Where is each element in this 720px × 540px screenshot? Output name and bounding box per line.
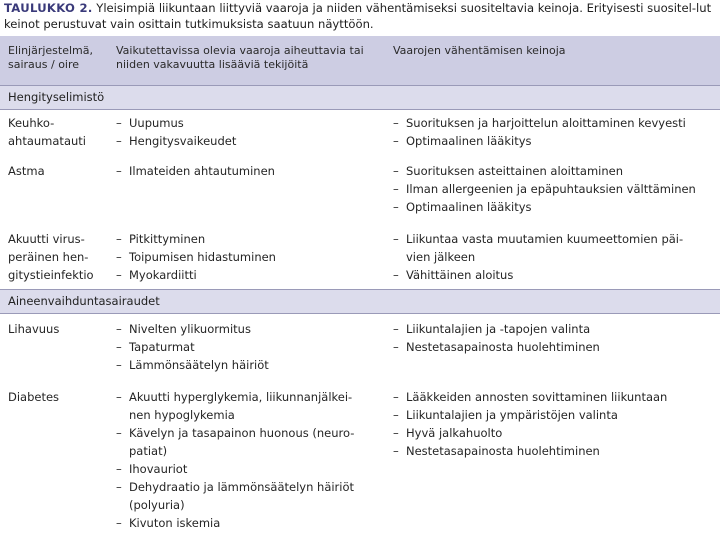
- list-item: – Nestetasapainosta huolehtiminen: [393, 442, 715, 460]
- row-condition: Lihavuus: [8, 322, 60, 336]
- table-caption: [4, 0, 720, 32]
- risk-table: [0, 36, 720, 540]
- list-item: – Ilmateiden ahtautuminen: [116, 162, 376, 180]
- section-respiratory: [0, 85, 720, 110]
- header-measures: Vaarojen vähentämisen keinoja: [393, 44, 566, 57]
- row-risks: [116, 388, 371, 532]
- list-item: – Akuutti hyperglykemia, liikunnanjälkei-nen hypoglykemia: [116, 388, 371, 424]
- list-item: – Lämmönsäätelyn häiriöt: [116, 356, 376, 374]
- row-measures: [393, 162, 715, 216]
- row-measures: [393, 388, 715, 460]
- list-item: – Tapaturmat: [116, 338, 376, 356]
- row-condition: Keuhko-ahtaumatauti: [8, 116, 86, 148]
- list-item: – Uupumus: [116, 114, 376, 132]
- list-item: – Suorituksen ja harjoittelun aloittaminen kevyesti: [393, 114, 715, 132]
- caption-text: Yleisimpiä liikuntaan liittyviä vaaroja ja niiden vähentämiseksi suositeltavia keinoja. Erityisesti suositel-lut keinot perustuvat vain osittain tutkimuksista saatuun näyttöön.: [4, 1, 712, 31]
- row-risks: [116, 114, 376, 150]
- list-item: – Vähittäinen aloitus: [393, 266, 698, 284]
- row-risks: [116, 230, 376, 284]
- row-condition: Astma: [8, 164, 45, 178]
- table-header: [0, 36, 720, 86]
- row-measures: [393, 320, 715, 356]
- header-risks: Vaikutettavissa olevia vaaroja aiheuttavia tai niiden vakavuutta lisääviä tekijöitä: [116, 44, 364, 71]
- list-item: – Dehydraatio ja lämmönsäätelyn häiriöt (polyuria): [116, 478, 371, 514]
- caption-label: TAULUKKO 2.: [4, 1, 93, 15]
- list-item: – Liikuntalajien ja -tapojen valinta: [393, 320, 715, 338]
- list-item: – Kävelyn ja tasapainon huonous (neuro-patiat): [116, 424, 371, 460]
- list-item: – Nivelten ylikuormitus: [116, 320, 376, 338]
- list-item: – Toipumisen hidastuminen: [116, 248, 376, 266]
- list-item: – Hyvä jalkahuolto: [393, 424, 715, 442]
- list-item: – Optimaalinen lääkitys: [393, 132, 715, 150]
- row-condition: Diabetes: [8, 390, 60, 404]
- list-item: – Pitkittyminen: [116, 230, 376, 248]
- list-item: – Nestetasapainosta huolehtiminen: [393, 338, 715, 356]
- row-risks: [116, 320, 376, 374]
- section-title: Aineenvaihduntasairaudet: [8, 294, 160, 308]
- list-item: – Kivuton iskemia: [116, 514, 371, 532]
- list-item: – Ilman allergeenien ja epäpuhtauksien välttäminen: [393, 180, 715, 198]
- list-item: – Optimaalinen lääkitys: [393, 198, 715, 216]
- row-measures: [393, 114, 715, 150]
- row-risks: [116, 162, 376, 180]
- section-title: Hengityselimistö: [8, 90, 105, 104]
- list-item: – Suorituksen asteittainen aloittaminen: [393, 162, 715, 180]
- row-measures: [393, 230, 698, 284]
- section-metabolic: [0, 289, 720, 314]
- list-item: – Liikuntaa vasta muutamien kuumeettomien päi-vien jälkeen: [393, 230, 698, 266]
- list-item: – Myokardiitti: [116, 266, 376, 284]
- list-item: – Ihovauriot: [116, 460, 371, 478]
- list-item: – Hengitysvaikeudet: [116, 132, 376, 150]
- header-condition: Elinjärjestelmä, sairaus / oire: [8, 44, 93, 71]
- list-item: – Lääkkeiden annosten sovittaminen liikuntaan: [393, 388, 715, 406]
- list-item: – Liikuntalajien ja ympäristöjen valinta: [393, 406, 715, 424]
- row-condition: Akuutti virus-peräinen hen-gitystieinfektio: [8, 232, 94, 282]
